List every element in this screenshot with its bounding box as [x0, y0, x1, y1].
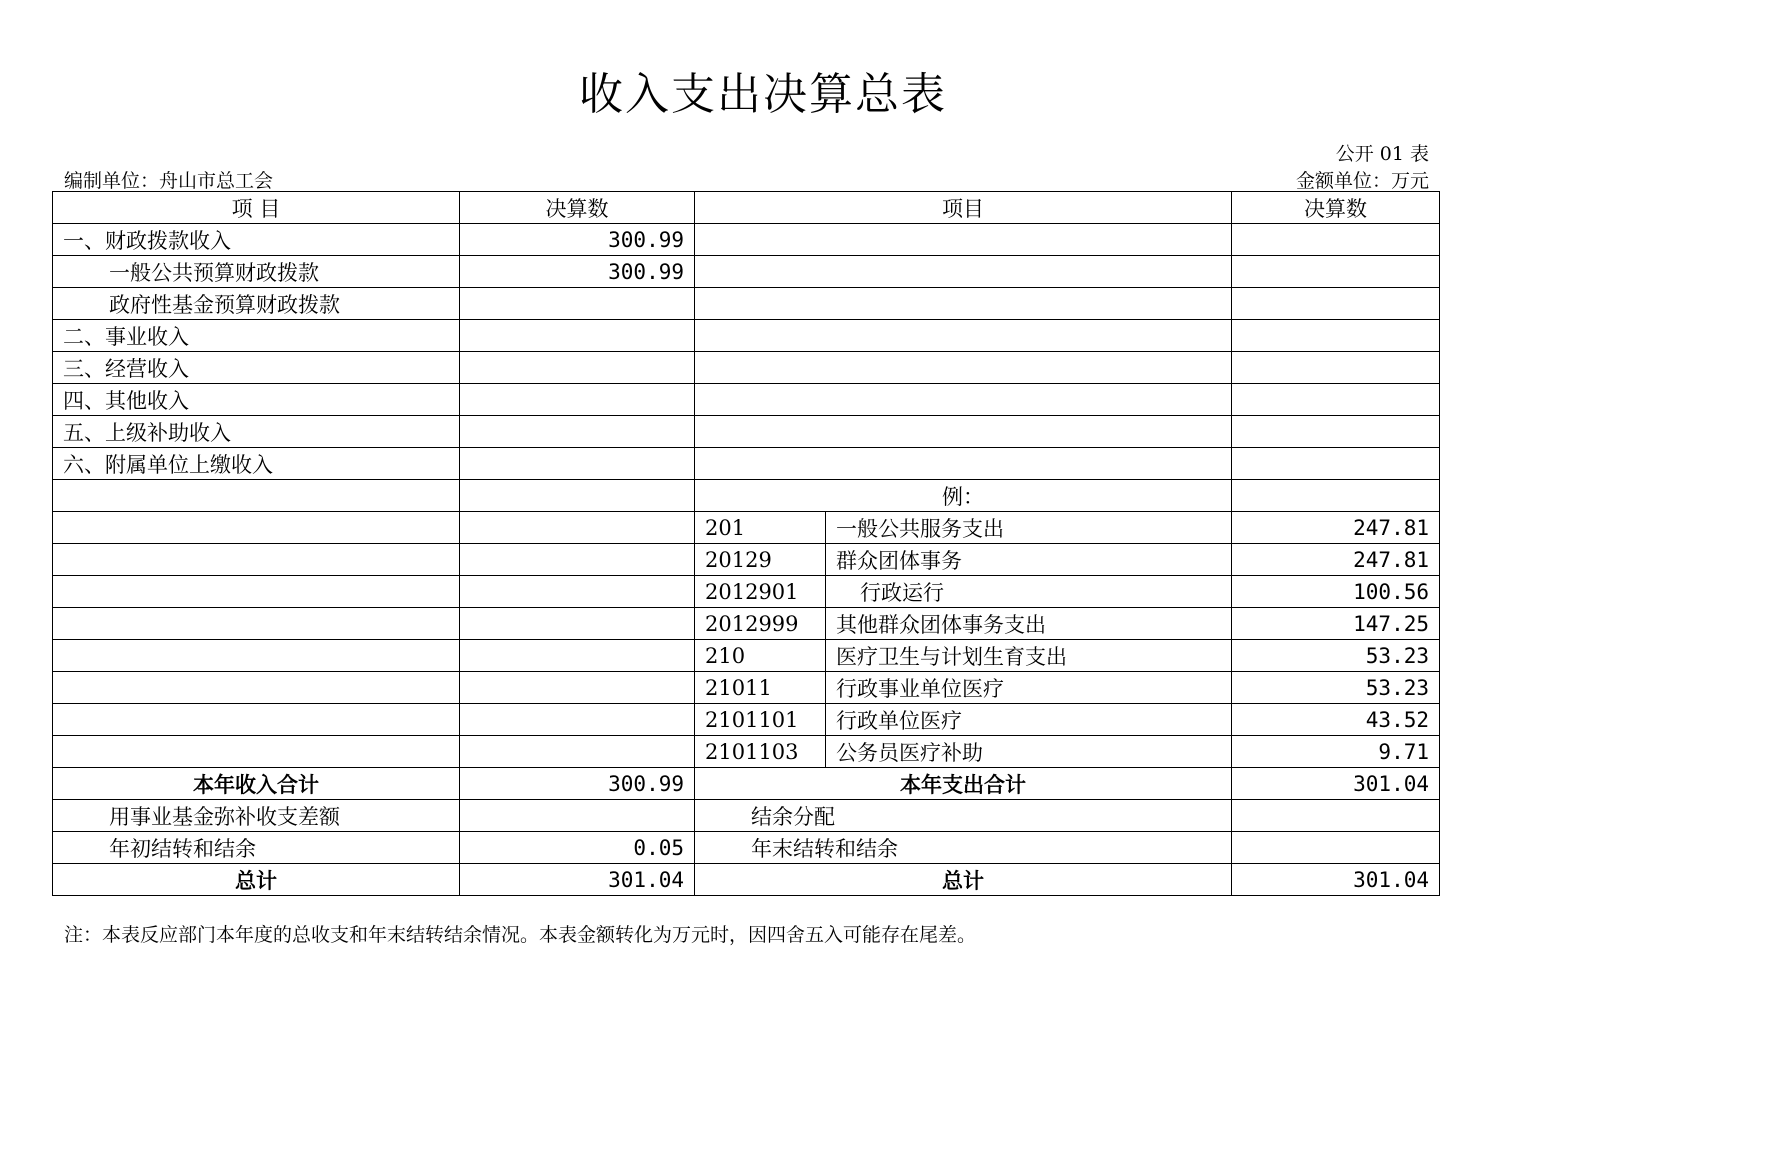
begin-label: 年初结转和结余	[53, 832, 460, 864]
grand-total-value-left: 301.04	[460, 864, 695, 896]
surplus-value	[1232, 800, 1440, 832]
income-value	[460, 288, 695, 320]
empty-cell	[53, 672, 460, 704]
table-header-row	[53, 192, 1440, 224]
budget-table	[52, 191, 1440, 896]
income-label: 五、上级补助收入	[53, 416, 460, 448]
expense-value: 9.71	[1232, 736, 1440, 768]
table-row	[53, 576, 1440, 608]
table-row	[53, 448, 1440, 480]
income-total-value: 300.99	[460, 768, 695, 800]
expense-code: 2101103	[695, 736, 826, 768]
income-value	[460, 320, 695, 352]
expense-value: 53.23	[1232, 640, 1440, 672]
empty-cell	[1232, 480, 1440, 512]
header-amount-right: 决算数	[1232, 192, 1440, 224]
table-row	[53, 352, 1440, 384]
income-label: 政府性基金预算财政拨款	[53, 288, 460, 320]
empty-cell	[460, 544, 695, 576]
empty-cell	[460, 672, 695, 704]
expense-code: 21011	[695, 672, 826, 704]
income-value	[460, 416, 695, 448]
table-row	[53, 800, 1440, 832]
table-row	[53, 608, 1440, 640]
table-row	[53, 416, 1440, 448]
table-row	[53, 384, 1440, 416]
empty-cell	[460, 512, 695, 544]
table-row	[53, 672, 1440, 704]
income-value	[460, 448, 695, 480]
example-label: 例：	[695, 480, 1232, 512]
empty-cell	[53, 608, 460, 640]
empty-cell	[1232, 416, 1440, 448]
grand-total-value-right: 301.04	[1232, 864, 1440, 896]
table-row	[53, 704, 1440, 736]
table-row	[53, 256, 1440, 288]
table-row	[53, 480, 1440, 512]
empty-cell	[1232, 352, 1440, 384]
empty-cell	[695, 320, 1232, 352]
table-row	[53, 832, 1440, 864]
empty-cell	[53, 736, 460, 768]
income-value: 300.99	[460, 224, 695, 256]
empty-cell	[460, 576, 695, 608]
empty-cell	[460, 480, 695, 512]
income-value	[460, 384, 695, 416]
annual-total-row	[53, 768, 1440, 800]
empty-cell	[53, 544, 460, 576]
end-label: 年末结转和结余	[695, 832, 1232, 864]
expense-name: 行政单位医疗	[826, 704, 1232, 736]
expense-name: 行政运行	[826, 576, 1232, 608]
empty-cell	[695, 384, 1232, 416]
expense-value: 43.52	[1232, 704, 1440, 736]
empty-cell	[53, 640, 460, 672]
expense-value: 100.56	[1232, 576, 1440, 608]
empty-cell	[695, 352, 1232, 384]
table-row	[53, 512, 1440, 544]
surplus-label: 结余分配	[695, 800, 1232, 832]
income-label: 一、财政拨款收入	[53, 224, 460, 256]
expense-code: 2012901	[695, 576, 826, 608]
table-row	[53, 320, 1440, 352]
empty-cell	[53, 704, 460, 736]
empty-cell	[53, 480, 460, 512]
table-row	[53, 640, 1440, 672]
empty-cell	[460, 736, 695, 768]
header-amount-left: 决算数	[460, 192, 695, 224]
income-value: 300.99	[460, 256, 695, 288]
compiler-unit: 编制单位：舟山市总工会	[64, 170, 274, 192]
header-item-left: 项 目	[53, 192, 460, 224]
empty-cell	[1232, 224, 1440, 256]
header-item-right: 项目	[695, 192, 1232, 224]
expense-code: 210	[695, 640, 826, 672]
grand-total-row	[53, 864, 1440, 896]
empty-cell	[460, 704, 695, 736]
empty-cell	[695, 416, 1232, 448]
empty-cell	[695, 224, 1232, 256]
expense-value: 53.23	[1232, 672, 1440, 704]
page-title: 收入支出决算总表	[579, 69, 947, 120]
income-label: 四、其他收入	[53, 384, 460, 416]
begin-value: 0.05	[460, 832, 695, 864]
expense-name: 其他群众团体事务支出	[826, 608, 1232, 640]
fund-value	[460, 800, 695, 832]
form-number: 公开 01 表	[1335, 143, 1429, 165]
footnote: 注：本表反应部门本年度的总收支和年末结转结余情况。本表金额转化为万元时，因四舍五入可能存在尾差。	[64, 924, 977, 946]
empty-cell	[1232, 384, 1440, 416]
fund-label: 用事业基金弥补收支差额	[53, 800, 460, 832]
expense-name: 行政事业单位医疗	[826, 672, 1232, 704]
empty-cell	[1232, 320, 1440, 352]
expense-code: 2101101	[695, 704, 826, 736]
amount-unit: 金额单位：万元	[1295, 170, 1429, 192]
income-value	[460, 352, 695, 384]
expense-code: 2012999	[695, 608, 826, 640]
empty-cell	[695, 256, 1232, 288]
income-label: 三、经营收入	[53, 352, 460, 384]
expense-name: 一般公共服务支出	[826, 512, 1232, 544]
empty-cell	[53, 576, 460, 608]
income-label: 六、附属单位上缴收入	[53, 448, 460, 480]
end-value	[1232, 832, 1440, 864]
table-row	[53, 736, 1440, 768]
income-total-label: 本年收入合计	[53, 768, 460, 800]
expense-name: 医疗卫生与计划生育支出	[826, 640, 1232, 672]
empty-cell	[1232, 448, 1440, 480]
empty-cell	[695, 448, 1232, 480]
empty-cell	[1232, 288, 1440, 320]
expense-code: 20129	[695, 544, 826, 576]
empty-cell	[460, 640, 695, 672]
empty-cell	[1232, 256, 1440, 288]
expense-name: 公务员医疗补助	[826, 736, 1232, 768]
empty-cell	[53, 512, 460, 544]
expense-value: 147.25	[1232, 608, 1440, 640]
expense-total-label: 本年支出合计	[695, 768, 1232, 800]
grand-total-label-left: 总计	[53, 864, 460, 896]
grand-total-label-right: 总计	[695, 864, 1232, 896]
expense-value: 247.81	[1232, 544, 1440, 576]
table-row	[53, 224, 1440, 256]
empty-cell	[460, 608, 695, 640]
income-label: 二、事业收入	[53, 320, 460, 352]
table-row	[53, 288, 1440, 320]
empty-cell	[695, 288, 1232, 320]
table-row	[53, 544, 1440, 576]
income-label: 一般公共预算财政拨款	[53, 256, 460, 288]
expense-name: 群众团体事务	[826, 544, 1232, 576]
expense-total-value: 301.04	[1232, 768, 1440, 800]
expense-value: 247.81	[1232, 512, 1440, 544]
expense-code: 201	[695, 512, 826, 544]
